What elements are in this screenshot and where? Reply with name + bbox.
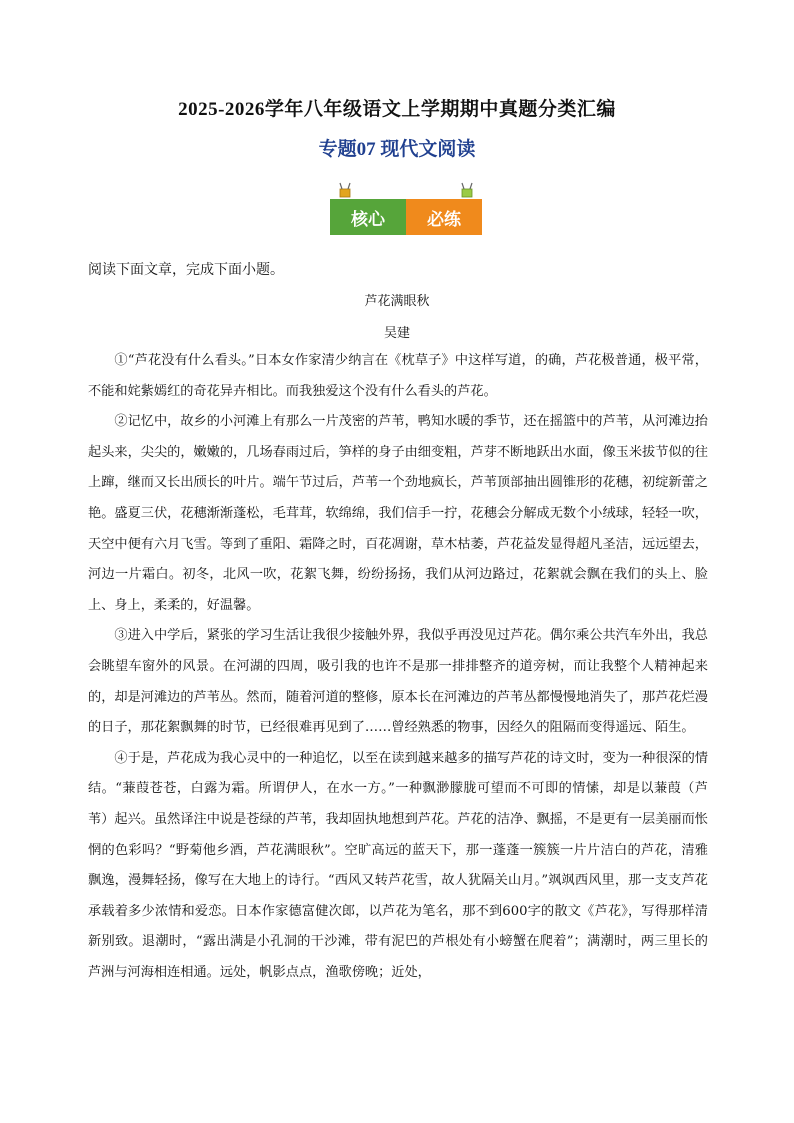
reading-instruction: 阅读下面文章，完成下面小题。 bbox=[88, 262, 284, 278]
badge-core-label: 核心 bbox=[330, 199, 406, 235]
document-title: 2025-2026学年八年级语文上学期期中真题分类汇编 bbox=[178, 99, 616, 120]
binder-clip-icon bbox=[460, 182, 474, 198]
core-practice-badge bbox=[330, 196, 482, 238]
badge-practice-label: 必练 bbox=[406, 199, 482, 235]
paragraph: ①“芦花没有什么看头。”日本女作家清少纳言在《枕草子》中这样写道，的确，芦花极普通，极平常，不能和姹紫嫣红的奇花异卉相比。而我独爱这个没有什么看头的芦花。 bbox=[88, 353, 708, 399]
essay-author: 吴建 bbox=[383, 326, 410, 341]
document-subtitle: 专题07 现代文阅读 bbox=[318, 139, 476, 160]
essay-body bbox=[88, 346, 708, 988]
paragraph: ④于是，芦花成为我心灵中的一种追忆，以至在读到越来越多的描写芦花的诗文时，变为一种很深的情结。“蒹葭苍苍，白露为霜。所谓伊人，在水一方。”一种飘渺朦胧可望而不可即的情愫，却是以蒹葭（芦苇）起兴。虽然译注中说是苍绿的芦苇，我却固执地想到芦花。芦花的洁净、飘摇，不是更有一层美丽而怅惘的色彩吗？“野菊他乡酒，芦花满眼秋”。空旷高远的蓝天下，那一蓬蓬一簇簇一片片洁白的芦花，清雅飘逸，漫舞轻扬，像写在大地上的诗行。“西风又转芦花雪，故人犹隔关山月。”飒飒西风里，那一支支芦花承载着多少浓情和爱恋。日本作家德富健次郎，以芦花为笔名，那不到600字的散文《芦花》，写得那样清新别致。退潮时，“露出满是小孔洞的干沙滩，带有泥巴的芦根处有小螃蟹在爬着”；满潮时，两三里长的芦洲与河海相连相通。远处，帆影点点，渔歌傍晚；近处， bbox=[88, 750, 708, 980]
paragraph: ②记忆中，故乡的小河滩上有那么一片茂密的芦苇，鸭知水暖的季节，还在摇篮中的芦苇，从河滩边抬起头来，尖尖的，嫩嫩的，几场春雨过后，笋样的身子由细变粗，芦芽不断地跃出水面，像玉米拔节似的往上蹿，继而又长出颀长的叶片。端午节过后，芦苇一个劲地疯长，芦苇顶部抽出圆锥形的花穗，初绽新蕾之艳。盛夏三伏，花穗渐渐蓬松，毛茸茸，软绵绵，我们信手一拧，花穗会分解成无数个小绒球，轻轻一吹，天空中便有六月飞雪。等到了重阳、霜降之时，百花凋谢，草木枯萎，芦花益发显得超凡圣洁，远远望去，河边一片霜白。初冬，北风一吹，花絮飞舞，纷纷扬扬，我们从河边路过，花絮就会飘在我们的头上、脸上、身上，柔柔的，好温馨。 bbox=[88, 414, 708, 613]
paragraph: ③进入中学后，紧张的学习生活让我很少接触外界，我似乎再没见过芦花。偶尔乘公共汽车外出，我总会眺望车窗外的风景。在河湖的四周，吸引我的也许不是那一排排整齐的道旁树，而让我整个人精神起来的，却是河滩边的芦苇丛。然而，随着河道的整修，原本长在河滩边的芦苇丛都慢慢地消失了，那芦花烂漫的日子，那花絮飘舞的时节，已经很难再见到了……曾经熟悉的物事，因经久的阻隔而变得遥远、陌生。 bbox=[88, 628, 708, 736]
essay-title: 芦花满眼秋 bbox=[364, 294, 430, 309]
binder-clip-icon bbox=[338, 182, 352, 198]
